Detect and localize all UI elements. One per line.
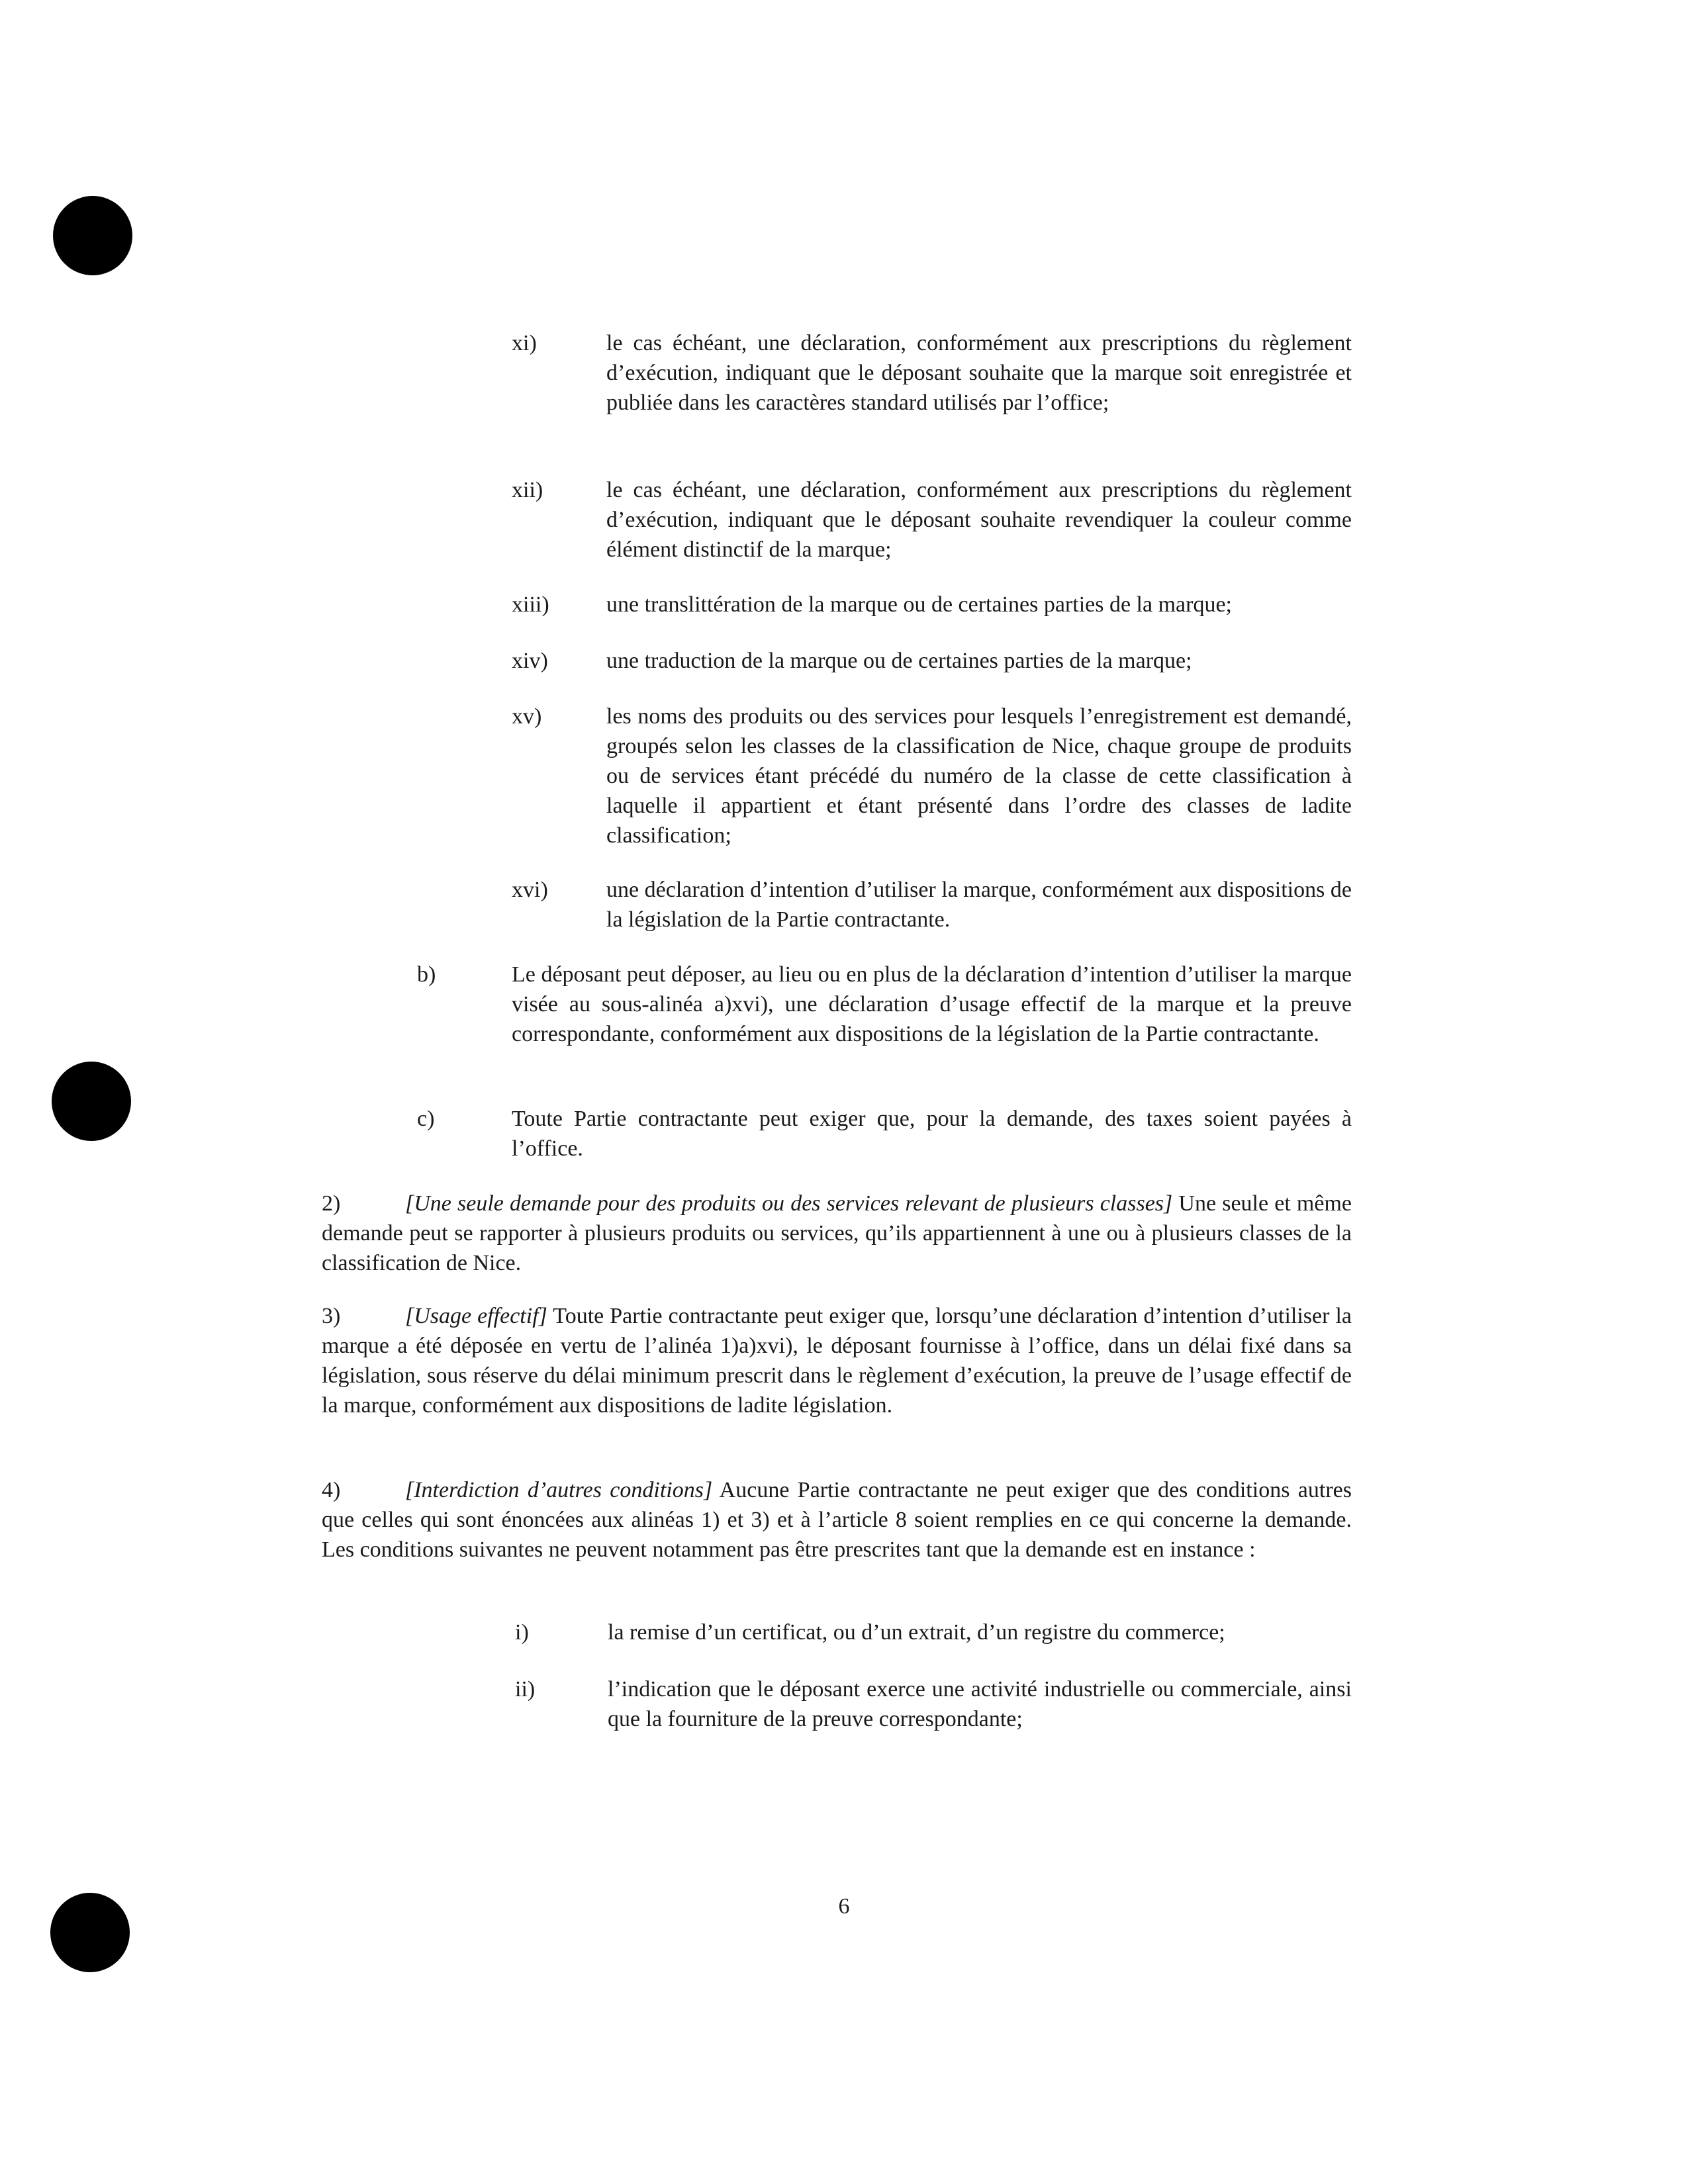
paragraph-text: Une seule et même demande peut se rapporter à plusieurs produits ou services, qu’ils appartiennent à une ou à plusieurs classes de la classification de Nice. bbox=[322, 1191, 1352, 1275]
page-number: 6 bbox=[838, 1894, 850, 1919]
item-number: xvi) bbox=[512, 878, 548, 902]
item-number: xiii) bbox=[512, 592, 549, 617]
item-text: l’indication que le déposant exerce une activité industrielle ou commerciale, ainsi que la fourniture de la preuve correspondante; bbox=[608, 1677, 1352, 1731]
item-text: les noms des produits ou des services pour lesquels l’enregistrement est demandé, groupés selon les classes de la classification de Nice, chaque groupe de produits ou de services étant précédé du numéro de la classe de cette classification à laquelle il appartient et étant présenté dans l’ordre des classes de ladite classification; bbox=[606, 704, 1352, 848]
item-text: une translittération de la marque ou de certaines parties de la marque; bbox=[606, 592, 1232, 617]
paragraph-2 bbox=[322, 1189, 1352, 1278]
punch-hole bbox=[52, 1062, 131, 1141]
item-number: i) bbox=[515, 1620, 529, 1645]
paragraph-3 bbox=[322, 1301, 1352, 1420]
item-number: xi) bbox=[512, 331, 537, 355]
paragraph-number: 4) bbox=[322, 1478, 341, 1502]
item-number: xiv) bbox=[512, 649, 548, 673]
paragraph-title: [Interdiction d’autres conditions] bbox=[405, 1478, 713, 1502]
item-number: b) bbox=[417, 962, 436, 987]
item-number: xv) bbox=[512, 704, 542, 729]
item-text: Toute Partie contractante peut exiger que, pour la demande, des taxes soient payées à l’office. bbox=[512, 1107, 1352, 1161]
item-number: c) bbox=[417, 1107, 435, 1131]
item-text: le cas échéant, une déclaration, conformément aux prescriptions du règlement d’exécution, indiquant que le déposant souhaite que la marque soit enregistrée et publiée dans les caractères standard utilisés par l’office; bbox=[606, 331, 1352, 415]
item-text: Le déposant peut déposer, au lieu ou en plus de la déclaration d’intention d’utiliser la marque visée au sous-alinéa a)xvi), une déclaration d’usage effectif de la marque et la preuve correspondante, conformément aux dispositions de la législation de la Partie contractante. bbox=[512, 962, 1352, 1046]
paragraph-4 bbox=[322, 1475, 1352, 1565]
item-text: la remise d’un certificat, ou d’un extrait, d’un registre du commerce; bbox=[608, 1620, 1225, 1645]
paragraph-title: [Une seule demande pour des produits ou des services relevant de plusieurs classes] bbox=[405, 1191, 1173, 1216]
item-number: ii) bbox=[515, 1677, 536, 1702]
punch-hole bbox=[50, 1893, 130, 1972]
item-text: une traduction de la marque ou de certaines parties de la marque; bbox=[606, 649, 1192, 673]
paragraph-title: [Usage effectif] bbox=[405, 1304, 547, 1328]
paragraph-text: Toute Partie contractante peut exiger que, lorsqu’une déclaration d’intention d’utiliser la marque a été déposée en vertu de l’alinéa 1)a)xvi), le déposant fournisse à l’office, dans un délai fixé dans sa législation, sous réserve du délai minimum prescrit dans le règlement d’exécution, la preuve de l’usage effectif de la marque, conformément aux dispositions de ladite législation. bbox=[322, 1304, 1352, 1418]
item-text: une déclaration d’intention d’utiliser la marque, conformément aux dispositions de la législation de la Partie contractante. bbox=[606, 878, 1352, 932]
item-number: xii) bbox=[512, 478, 543, 502]
paragraph-text: Aucune Partie contractante ne peut exiger que des conditions autres que celles qui sont énoncées aux alinéas 1) et 3) et à l’article 8 soient remplies en ce qui concerne la demande. Les conditions suivantes ne peuvent notamment pas être prescrites tant que la demande est en instance : bbox=[322, 1478, 1352, 1562]
paragraph-number: 2) bbox=[322, 1191, 341, 1216]
paragraph-number: 3) bbox=[322, 1304, 341, 1328]
punch-hole bbox=[53, 196, 132, 275]
item-text: le cas échéant, une déclaration, conformément aux prescriptions du règlement d’exécution, indiquant que le déposant souhaite revendiquer la couleur comme élément distinctif de la marque; bbox=[606, 478, 1352, 562]
